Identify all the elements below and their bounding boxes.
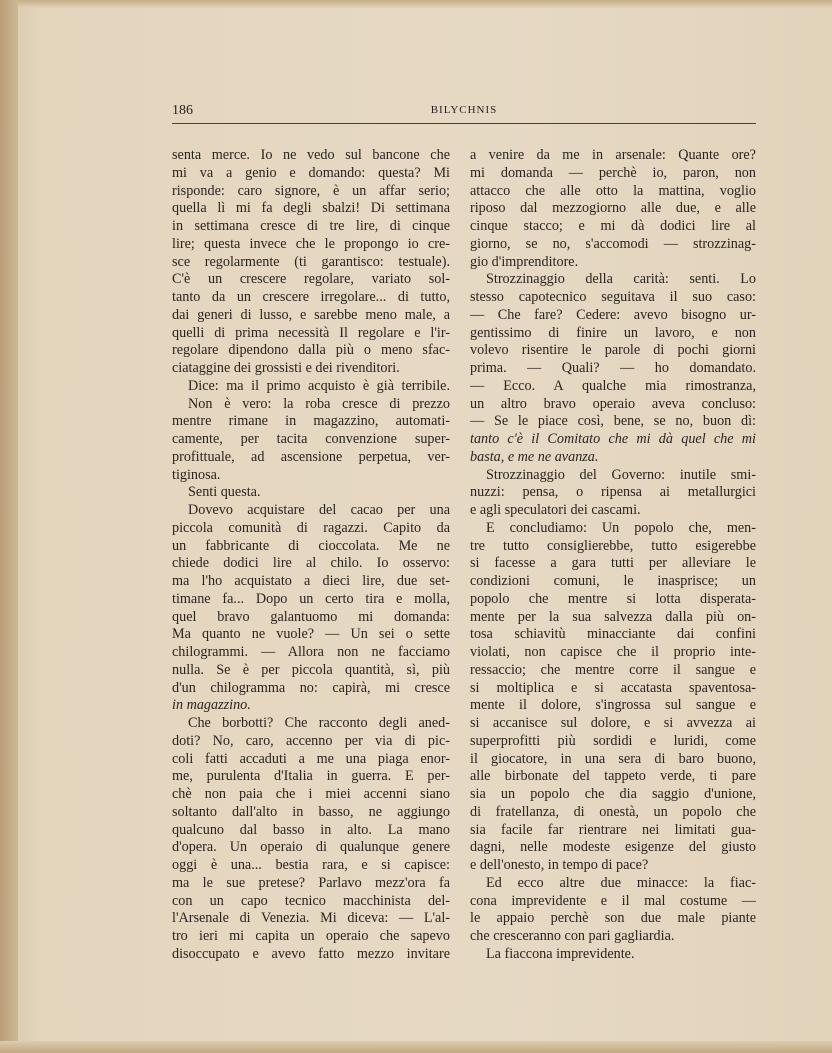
text-line: le appaio perchè son due male piante <box>470 910 756 927</box>
page-edge-left <box>0 0 18 1053</box>
text-line: risponde: caro signore, è un affar serio; <box>172 182 450 199</box>
text-line: Senti questa. <box>188 484 261 501</box>
text-line: soltanto dall'alto in basso, ne aggiungo <box>172 803 450 820</box>
text-line: quelli di prima necessità Il regolare e l'ir- <box>172 324 450 341</box>
text-line: timane fa... Dopo un certo tira e molla, <box>172 590 450 607</box>
text-line: basta, e me ne avanza. <box>470 448 599 465</box>
text-line: sia facile far rientrare nei limitati gua- <box>470 821 756 838</box>
text-line: di fratellanza, di onestà, un popolo che <box>470 803 756 820</box>
text-line: nuzzi: pensa, o ripensa ai metallurgici <box>470 484 756 501</box>
text-line: gentissimo di finire un lavoro, e non <box>470 324 756 341</box>
text-line: giorno, se no, s'accomodi — strozzinag- <box>470 235 756 252</box>
text-line: ciataggine dei grossisti e dei rivenditori. <box>172 360 400 376</box>
text-line: — Se le piace così, bene, se no, buon dì: <box>470 413 756 430</box>
text-line: chilogrammi. — Allora non ne facciamo <box>172 644 450 660</box>
text-line: Ma quanto ne vuole? — Un sei o sette <box>172 626 450 643</box>
text-line: E concludiamo: Un popolo che, men- <box>486 519 756 536</box>
text-line: mi domanda — perchè io, paron, non <box>470 164 756 181</box>
text-line: tanto da un crescere irregolare... di tutto, <box>172 289 450 305</box>
text-line: quella lì mi fa degli sbalzi! Di settimana <box>172 200 450 217</box>
text-line: mente per la sua salvezza dalla più on- <box>470 608 756 625</box>
text-line: d'un chilogramma no: capirà, mi cresce <box>172 679 450 696</box>
text-line: tosa schiavitù minacciante dai confini <box>470 626 756 643</box>
text-line: condizioni comuni, le inasprisce; un <box>470 573 756 589</box>
text-line: e dell'onesto, in tempo di pace? <box>470 857 649 873</box>
text-line: in magazzino. <box>172 697 251 714</box>
text-line: si facesse a gara tutti per alleviare le <box>470 555 756 572</box>
text-line: gio d'imprenditore. <box>470 253 579 270</box>
text-line: tiginosa. <box>172 466 221 483</box>
text-line: cona imprevidente e il mal costume — <box>470 892 756 909</box>
text-line: popolo che mentre si lotta disperata- <box>470 590 756 607</box>
text-line: Che borbotti? Che racconto degli aned- <box>188 715 450 731</box>
text-line: Strozzinaggio della carità: senti. Lo <box>486 271 756 288</box>
text-line: me, purulenta d'Italia in guerra. E per- <box>172 768 450 785</box>
text-line: — Che fare? Cedere: avevo bisogno ur- <box>470 306 756 323</box>
text-line: l'Arsenale di Venezia. Mi diceva: — L'al- <box>172 910 450 927</box>
text-line: un fabbricante di cioccolata. Me ne <box>172 537 450 554</box>
text-line: Dovevo acquistare del cacao per una <box>188 502 450 518</box>
text-line: tro ieri mi capita un operaio che sapevo <box>172 928 450 944</box>
text-line: con un capo tecnico macchinista del- <box>172 892 450 909</box>
text-line: dagni, nelle modeste esigenze del giusto <box>470 839 756 856</box>
text-line: disoccupato e avevo fatto mezzo invitare <box>172 945 450 962</box>
text-line: tre tutto consiglierebbe, tutto esigerebbe <box>470 537 756 554</box>
right-column <box>470 147 756 964</box>
text-line: chiede dodici lire al chilo. Io osservo: <box>172 555 450 572</box>
text-line: regolare dipendono dalla più o meno sfac- <box>172 342 450 359</box>
text-line: sia un popolo che dia saggio d'unione, <box>470 786 756 802</box>
header-rule <box>172 123 756 124</box>
text-line: Ed ecco altre due minacce: la fiac- <box>486 874 756 891</box>
text-line: Dice: ma il primo acquisto è già terribile. <box>188 377 450 394</box>
text-line: coli fatti accaduti a me una piaga enor- <box>172 750 450 767</box>
text-line: oggi è una... bestia rara, e si capisce: <box>172 857 450 873</box>
text-line: profittuale, ad ascensione perpetua, ver- <box>172 448 450 465</box>
text-line: lire; questa invece che le propongo io cre- <box>172 235 450 252</box>
text-line: C'è un crescere regolare, variato sol- <box>172 271 450 288</box>
text-line: che cresceranno con pari gagliardia. <box>470 928 675 944</box>
left-column <box>172 147 450 964</box>
page-edge-top <box>0 0 832 8</box>
text-line: mi va a genio e domando: questa? Mi <box>172 164 450 181</box>
text-line: e agli speculatori dei cascami. <box>470 502 641 518</box>
text-line: tanto c'è il Comitato che mi dà quel che mi <box>470 431 756 447</box>
text-line: mente il dolore, s'ingrossa sul sangue e <box>470 697 756 714</box>
text-line: senta merce. Io ne vedo sul bancone che <box>172 147 450 163</box>
text-line: nulla. Se è per piccola quantità, sì, più <box>172 661 450 678</box>
text-line: ressaccio; che mentre corre il sangue e <box>470 661 756 678</box>
page-edge-bottom <box>0 1041 832 1053</box>
text-line: riposo dal mezzogiorno alle due, e alle <box>470 200 756 217</box>
text-line: Non è vero: la roba cresce di prezzo <box>188 395 450 412</box>
text-line: mentre rimane in magazzino, automati- <box>172 413 450 430</box>
text-line: stesso capotecnico seguitava il suo caso: <box>470 289 756 305</box>
text-line: prima. — Quali? — ho domandato. <box>470 360 756 376</box>
text-line: dai generi di lusso, e sarebbe meno male, a <box>172 306 450 323</box>
text-line: qualcuno dal basso in alto. La mano <box>172 821 450 838</box>
text-line: volevo risentire le parole di pochi giorni <box>470 342 756 359</box>
text-line: il giocatore, in una sera di baro buono, <box>470 750 756 767</box>
running-title: BILYCHNIS <box>430 104 498 116</box>
text-line: un altro bravo operaio aveva concluso: <box>470 395 756 412</box>
text-line: La fiaccona imprevidente. <box>486 945 635 962</box>
text-line: piccola comunità di ragazzi. Capito da <box>172 519 450 536</box>
text-line: chè non paia che i miei accenni siano <box>172 786 450 802</box>
page-header <box>172 103 756 123</box>
text-line: camente, per tacita convenzione super- <box>172 431 450 447</box>
text-line: ma l'ho acquistato a dieci lire, due set- <box>172 573 450 589</box>
text-line: quel bravo galantuomo mi domanda: <box>172 608 450 625</box>
text-line: superprofitti più sordidi e luridi, come <box>470 732 756 749</box>
text-line: ma le sue pretese? Parlavo mezz'ora fa <box>172 874 450 891</box>
text-line: Strozzinaggio del Governo: inutile smi- <box>486 466 756 483</box>
text-line: attacco che alle otto la mattina, voglio <box>470 182 756 199</box>
text-line: cinque stacco; e mi dà dodici lire al <box>470 218 756 234</box>
text-line: si accanisce sul dolore, e si avvezza ai <box>470 715 756 731</box>
text-line: d'opera. Un operaio di qualunque genere <box>172 839 450 856</box>
text-line: sce regolarmente (ti garantisco: testuale). <box>172 253 450 270</box>
page-number: 186 <box>172 103 193 118</box>
text-line: alle birbonate del tappeto verde, ti pare <box>470 768 756 785</box>
text-line: — Ecco. A qualche mia rimostranza, <box>470 377 756 394</box>
text-line: doti? No, caro, accenno per via di pic- <box>172 732 450 749</box>
text-line: in settimana cresce di tre lire, di cinque <box>172 218 450 234</box>
text-line: a venire da me in arsenale: Quante ore? <box>470 147 756 163</box>
text-line: si moltiplica e si accatasta spaventosa- <box>470 679 756 696</box>
text-line: violati, non capisce che il proprio inte- <box>470 644 756 660</box>
